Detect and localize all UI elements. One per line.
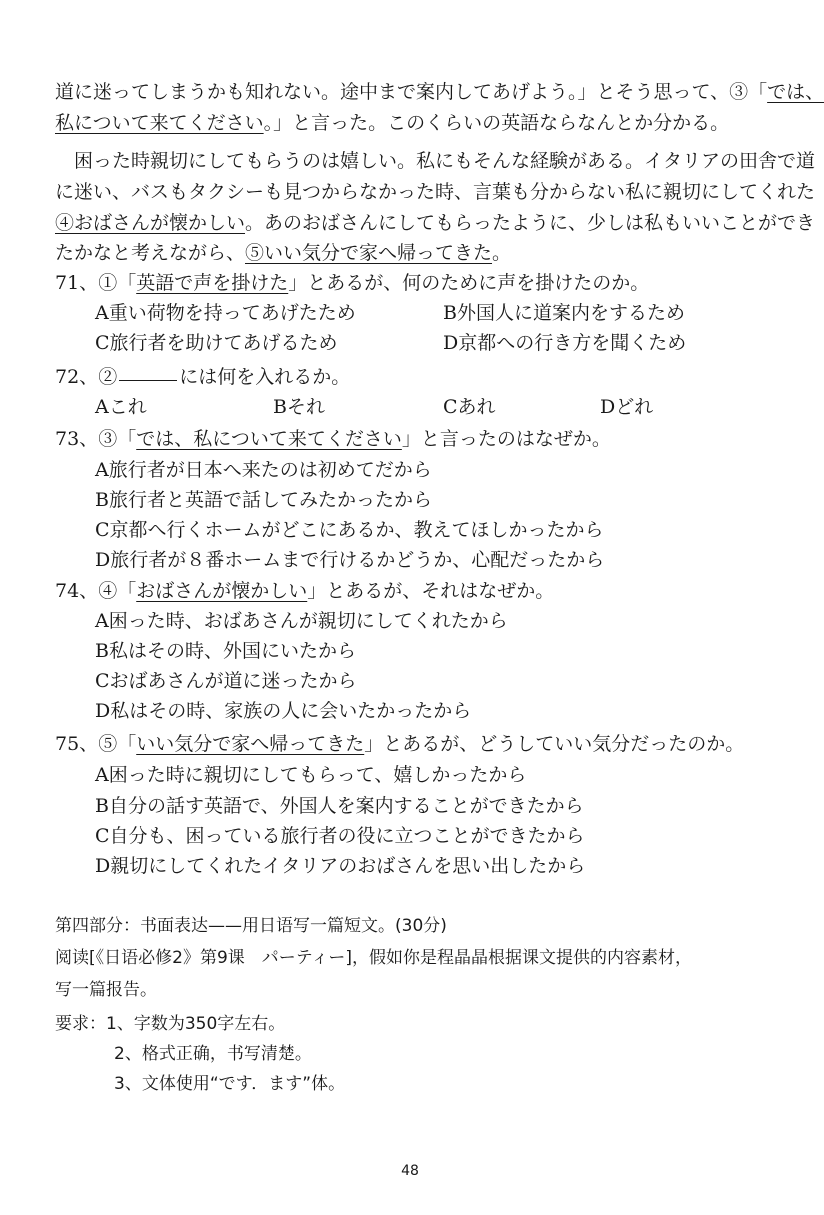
passage-text: 道に迷ってしまうかも知れない。途中まで案内してあげよう。」とそう思って、③「 <box>55 81 768 103</box>
passage-text: 。あのおばさんにしてもらったように、少しは私もいいことができ <box>245 212 816 234</box>
passage-line <box>55 179 815 205</box>
part4-heading: 第四部分：书面表达——用日语写一篇短文。(30分) <box>55 916 447 936</box>
passage-text: に迷い、バスもタクシーも見つからなかった時、言葉も分からない私に親切にしてくれた <box>55 181 816 203</box>
choice-75-d: D親切にしてくれたイタリアのおばさんを思い出したから <box>95 855 586 877</box>
question-74-stem: 74、④「おばさんが懐かしい」とあるが、それはなぜか。 <box>55 580 555 602</box>
underlined-phrase-3: 私について来てください <box>55 112 264 134</box>
choice-72-a: Aこれ <box>95 396 147 418</box>
choice-71-a: A重い荷物を持ってあげたため <box>95 302 356 324</box>
choice-72-d: Dどれ <box>600 396 654 418</box>
passage-line <box>55 110 729 136</box>
underlined-phrase-5: ⑤いい気分で家へ帰ってきた <box>245 242 493 264</box>
choice-74-c: Cおばあさんが道に迷ったから <box>95 670 357 692</box>
passage-line <box>55 79 824 105</box>
part4-requirement-1: 要求：1、字数为350字左右。 <box>55 1014 286 1034</box>
part4-requirement-2: 2、格式正确，书写清楚。 <box>114 1044 312 1064</box>
choice-73-a: A旅行者が日本へ来たのは初めてだから <box>95 459 432 481</box>
passage-text: 。 <box>492 242 512 264</box>
passage-line <box>55 240 511 266</box>
choice-71-c: C旅行者を助けてあげるため <box>95 332 338 354</box>
choice-72-b: Bそれ <box>273 396 325 418</box>
passage-text: たかなと考えながら、 <box>55 242 246 264</box>
passage-text: 。」と言った。このくらいの英語ならなんとか分かる。 <box>263 112 730 134</box>
question-75-stem: 75、⑤「いい気分で家へ帰ってきた」とあるが、どうしていい気分だったのか。 <box>55 733 745 755</box>
part4-instruction: 阅读[《日语必修2》第9课 パーティー]，假如你是程晶晶根据课文提供的内容素材， <box>55 948 693 968</box>
passage-text: 困った時親切にしてもらうのは嬉しい。私にもそんな経験がある。イタリアの田舎で道 <box>74 150 816 172</box>
choice-73-d: D旅行者が８番ホームまで行けるかどうか、心配だったから <box>95 549 605 571</box>
underlined-phrase-4: ④おばさんが懐かしい <box>55 212 246 234</box>
passage-line <box>55 210 815 236</box>
choice-74-b: B私はその時、外国にいたから <box>95 640 356 662</box>
choice-74-d: D私はその時、家族の人に会いたかったから <box>95 700 472 722</box>
choice-71-b: B外国人に道案内をするため <box>443 302 685 324</box>
choice-75-a: A困った時に親切にしてもらって、嬉しかったから <box>95 764 527 786</box>
choice-75-c: C自分も、困っている旅行者の役に立つことができたから <box>95 825 585 847</box>
part4-requirement-3: 3、文体使用“です．ます”体。 <box>114 1074 346 1094</box>
choice-75-b: B自分の話す英語で、外国人を案内することができたから <box>95 795 584 817</box>
question-72-stem: 72、② には何を入れるか。 <box>55 366 351 388</box>
choice-71-d: D京都への行き方を聞くため <box>443 332 687 354</box>
choice-73-c: C京都へ行くホームがどこにあるか、教えてほしかったから <box>95 519 604 541</box>
part4-instruction: 写一篇报告。 <box>55 980 157 1000</box>
page-number: 48 <box>401 1163 419 1179</box>
question-73-stem: 73、③「では、私について来てください」と言ったのはなぜか。 <box>55 428 611 450</box>
choice-73-b: B旅行者と英語で話してみたかったから <box>95 489 432 511</box>
choice-72-c: Cあれ <box>443 396 496 418</box>
choice-74-a: A困った時、おばあさんが親切にしてくれたから <box>95 610 508 632</box>
passage-line <box>74 148 815 174</box>
answer-blank <box>119 379 177 381</box>
question-71-stem: 71、①「英語で声を掛けた」とあるが、何のために声を掛けたのか。 <box>55 272 650 294</box>
underlined-phrase-3: では、 <box>767 81 824 103</box>
